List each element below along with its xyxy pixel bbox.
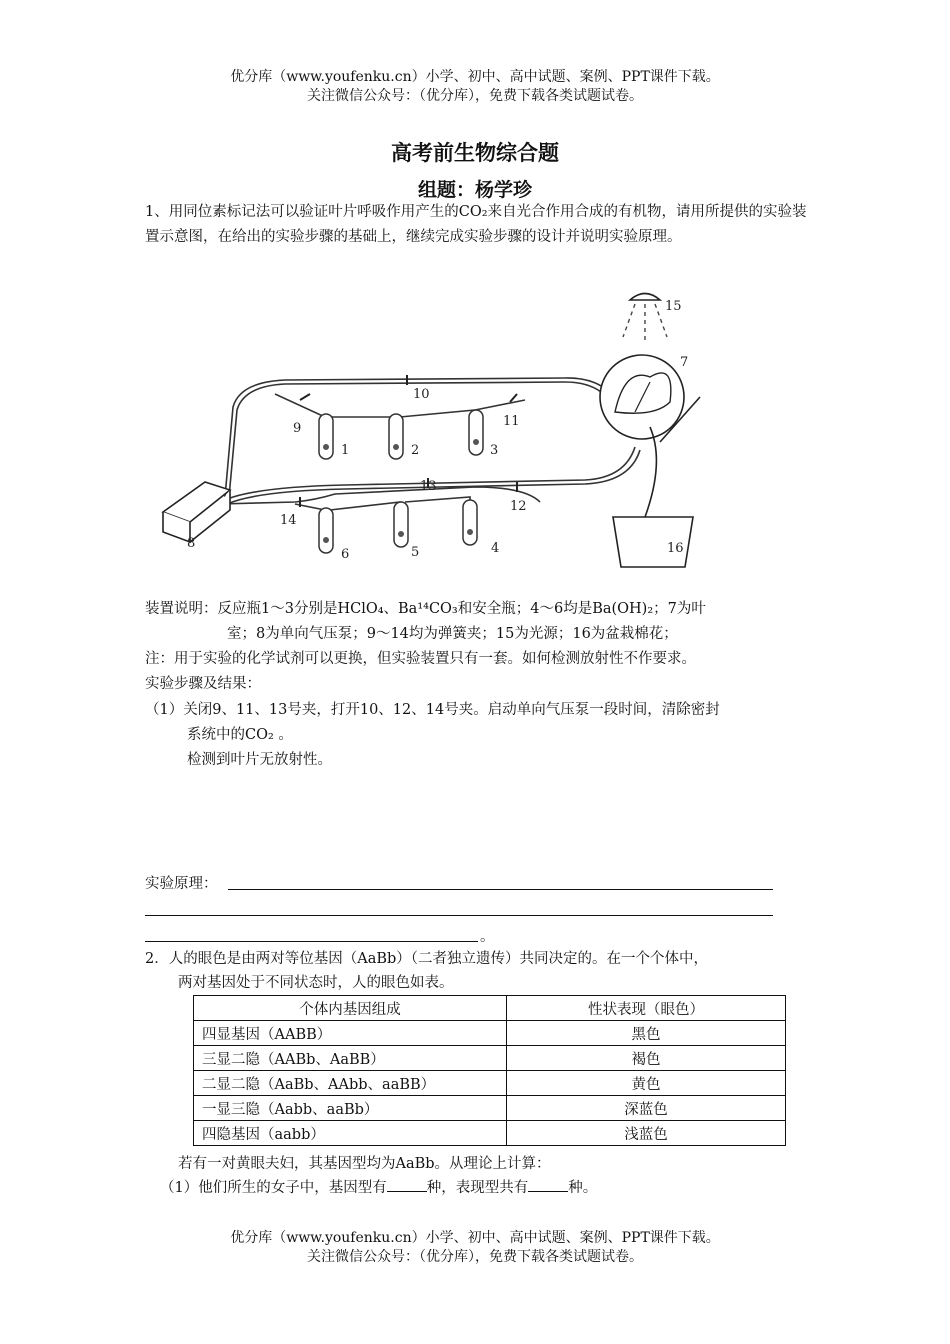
- q2-sub-1-a: （1）他们所生的女子中，基因型有: [160, 1180, 387, 1196]
- fig-label-14: 14: [280, 513, 297, 528]
- fig-label-7: 7: [680, 355, 689, 370]
- q2-after: 若有一对黄眼夫妇，其基因型均为AaBb。从理论上计算：: [178, 1156, 551, 1172]
- fig-label-3: 3: [490, 443, 499, 458]
- test-tube-4: [463, 500, 477, 545]
- blank-phenotypes[interactable]: [528, 1177, 568, 1192]
- table-cell: 深蓝色: [507, 1096, 786, 1121]
- table-header: 性状表现（眼色）: [507, 996, 786, 1021]
- fig-label-12: 12: [510, 499, 527, 514]
- test-tube-2: [389, 414, 403, 459]
- fig-label-11: 11: [503, 414, 520, 429]
- q2-line-1: 2．人的眼色是由两对等位基因（AaBb）（二者独立遗传）共同决定的。在一个个体中，: [145, 951, 709, 967]
- fig-label-15: 15: [665, 299, 682, 314]
- device-line-2: 室；8为单向气压泵；9～14均为弹簧夹；15为光源；16为盆栽棉花；: [227, 626, 678, 642]
- fig-label-4: 4: [491, 541, 500, 556]
- fig-label-2: 2: [411, 443, 420, 458]
- fig-label-13: 13: [420, 479, 437, 494]
- table-cell: 四隐基因（aabb）: [194, 1121, 507, 1146]
- answer-line-3[interactable]: [145, 941, 478, 942]
- eye-color-table: [193, 995, 786, 1146]
- page-subtitle: 组题：杨学珍: [417, 179, 532, 201]
- table-row: [194, 1071, 786, 1096]
- steps-title: 实验步骤及结果：: [145, 676, 261, 692]
- device-line-1: 装置说明：反应瓶1～3分别是HClO₄、Ba¹⁴CO₃和安全瓶；4～6均是Ba(OH)₂；7为叶: [145, 601, 706, 617]
- table-cell: 褐色: [507, 1046, 786, 1071]
- q2-sub-1-c: 种。: [568, 1180, 598, 1196]
- table-row: [194, 1046, 786, 1071]
- table-header-row: [194, 996, 786, 1021]
- fig-label-5: 5: [411, 545, 420, 560]
- table-header: 个体内基因组成: [194, 996, 507, 1021]
- footer-line-1: 优分库（www.youfenku.cn）小学、初中、高中试题、案例、PPT课件下载。: [230, 1230, 720, 1246]
- table-cell: 四显基因（AABB）: [194, 1021, 507, 1046]
- q1-intro: 1、用同位素标记法可以验证叶片呼吸作用产生的CO₂来自光合作用合成的有机物，请用所提供的实验装置示意图，在给出的实验步骤的基础上，继续完成实验步骤的设计并说明实验原理。: [145, 204, 807, 245]
- page-title: 高考前生物综合题: [391, 141, 559, 165]
- header-line-1: 优分库（www.youfenku.cn）小学、初中、高中试题、案例、PPT课件下载。: [230, 69, 720, 85]
- table-cell: 三显二隐（AABb、AaBB）: [194, 1046, 507, 1071]
- q2-sub-1: [160, 1177, 597, 1199]
- step1-line-1: （1）关闭9、11、13号夹，打开10、12、14号夹。启动单向气压泵一段时间，清除密封: [145, 702, 720, 718]
- q2-line-2: 两对基因处于不同状态时，人的眼色如表。: [178, 975, 454, 991]
- test-tube-5: [394, 502, 408, 547]
- light-source: [630, 294, 660, 301]
- blank-genotypes[interactable]: [387, 1177, 427, 1192]
- table-cell: 黄色: [507, 1071, 786, 1096]
- step1-line-3: 检测到叶片无放射性。: [187, 752, 332, 768]
- table-cell: 浅蓝色: [507, 1121, 786, 1146]
- q2-sub-1-b: 种，表现型共有: [426, 1180, 529, 1196]
- step1-line-2: 系统中的CO₂ 。: [187, 727, 293, 743]
- answer-period: 。: [480, 929, 495, 945]
- note: 注：用于实验的化学试剂可以更换，但实验装置只有一套。如何检测放射性不作要求。: [145, 651, 696, 667]
- fig-label-16: 16: [667, 541, 684, 556]
- table-row: [194, 1121, 786, 1146]
- test-tube-1: [319, 414, 333, 459]
- fig-label-1: 1: [341, 443, 350, 458]
- header-line-2: 关注微信公众号：（优分库），免费下载各类试题试卷。: [307, 88, 643, 104]
- apparatus-figure: [145, 282, 730, 572]
- fig-label-10: 10: [413, 387, 430, 402]
- test-tube-6: [319, 508, 333, 553]
- pump-box: [163, 482, 230, 542]
- table-cell: 黑色: [507, 1021, 786, 1046]
- footer-line-2: 关注微信公众号：（优分库），免费下载各类试题试卷。: [307, 1249, 643, 1265]
- fig-label-9: 9: [293, 421, 302, 436]
- answer-line-2[interactable]: [145, 915, 773, 916]
- table-row: [194, 1021, 786, 1046]
- table-cell: 一显三隐（Aabb、aaBb）: [194, 1096, 507, 1121]
- answer-line-1[interactable]: [228, 889, 773, 890]
- table-row: [194, 1096, 786, 1121]
- fig-label-6: 6: [341, 547, 350, 562]
- principle-label: 实验原理：: [145, 876, 218, 892]
- fig-label-8: 8: [187, 536, 196, 551]
- test-tube-3: [469, 410, 483, 455]
- table-cell: 二显二隐（AaBb、AAbb、aaBB）: [194, 1071, 507, 1096]
